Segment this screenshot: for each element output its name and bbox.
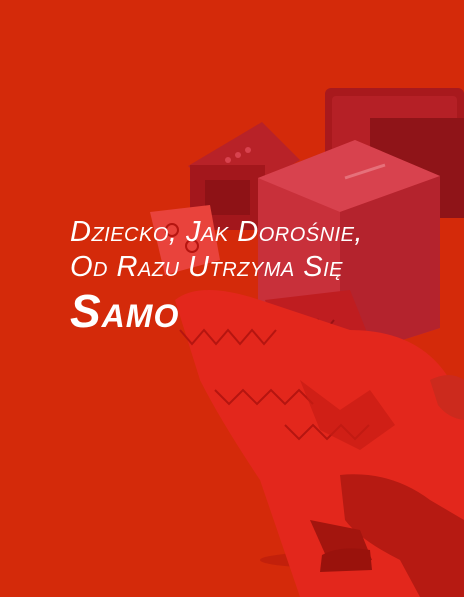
headline-line-1: Dziecko, Jak Dorośnie,	[70, 216, 363, 248]
headline-line-2: Od Razu Utrzyma Się	[70, 251, 344, 283]
headline-line-3: Samo	[70, 285, 180, 337]
headline	[70, 216, 460, 337]
